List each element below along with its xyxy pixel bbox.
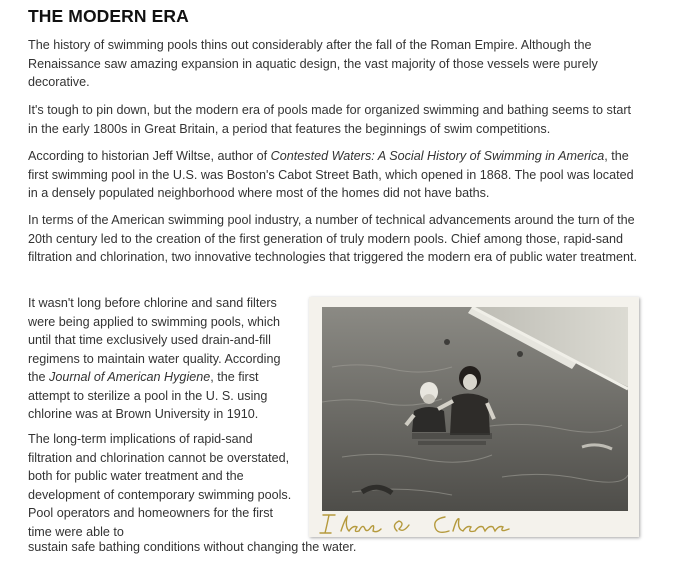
handwriting-signature	[309, 511, 639, 537]
paragraph-modern-era-start: It's tough to pin down, but the modern era of pools made for organized swimming and bathing seems to start in the early 1800s in Great Britain, a period that features the beginnings of swim competitions.	[28, 103, 632, 136]
handwritten-caption	[309, 511, 639, 537]
paragraph-first-us-pool	[28, 147, 640, 203]
paragraph-long-term-implications: The long-term implications of rapid-sand filtration and chlorination cannot be overstated, both for public water treatment and the development of contemporary swimming pools. Pool operators and homeowners for the first time were able to	[28, 432, 292, 539]
paragraph-chlorine-filters	[28, 294, 294, 424]
paragraph-text: It wasn't long before chlorine and sand filters were being applied to swimming pools, which until that time exclusively used drain-and-fill regimens to maintain water quality. According the	[28, 296, 281, 384]
distant-swimmer	[517, 351, 523, 357]
paragraph-text: , the first swimming pool in the U.S. was Boston's Cabot Street Bath, which opened in 1868. The pool was located in a densely populated neighborhood where most of the homes did not have baths.	[28, 149, 634, 200]
section-heading: THE MODERN ERA	[28, 6, 189, 26]
paragraph-text: , the first attempt to sterilize a pool in the U. S. using chlorine was at Brown University in 1910.	[28, 370, 268, 421]
book-title: Contested Waters: A Social History of Swimming in America	[270, 149, 605, 163]
photo-image	[322, 307, 628, 511]
distant-swimmer	[444, 339, 450, 345]
paragraph-renaissance: The history of swimming pools thins out considerably after the fall of the Roman Empire. Although the Renaissance saw amazing expansion in aquatic design, the vast majority of those vessels were purely decorative.	[28, 38, 598, 89]
paragraph-industry-advancements: In terms of the American swimming pool industry, a number of technical advancements around the turn of the 20th century led to the creation of the first generation of truly modern pools. Chief among those, rapid-sand filtration and chlorination, two innovative technologies that triggered the modern era of public water treatment.	[28, 213, 638, 264]
paragraph-text: According to historian Jeff Wiltse, author of	[28, 149, 271, 163]
vintage-pool-photo	[309, 297, 639, 537]
pool-scene-illustration	[322, 307, 628, 511]
paragraph-closing-line: sustain safe bathing conditions without changing the water.	[28, 540, 357, 554]
journal-title: Journal of American Hygiene	[49, 370, 211, 384]
